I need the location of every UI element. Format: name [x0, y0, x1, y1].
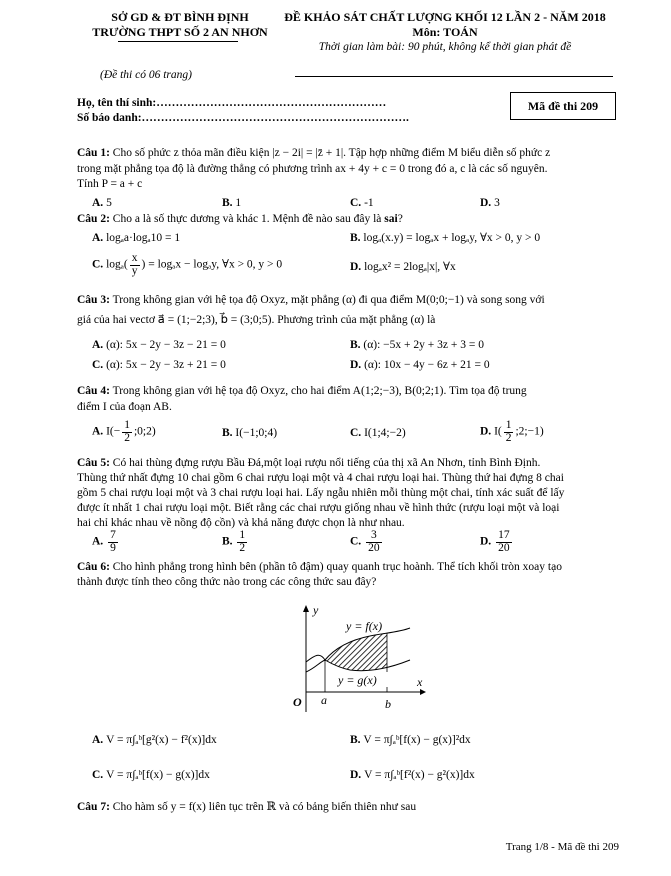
q6-text2: thành được tính theo công thức nào trong các công thức sau đây? [77, 576, 377, 588]
q4-label: Câu 4: [77, 385, 110, 397]
fig-b-label: b [385, 697, 391, 711]
page-count: (Đề thi có 06 trang) [100, 69, 192, 81]
header-underline-left [118, 41, 238, 42]
page-footer: Trang 1/8 - Mã đề thi 209 [505, 841, 619, 853]
header-left [70, 10, 290, 40]
q2-option-b: B. logₐ(x.y) = logₐx + logₐy, ∀x > 0, y > 0 [350, 232, 541, 244]
q5-option-b: B. $\frac{1}{2}$ [222, 529, 246, 554]
q2-text: Cho a là số thực dương và khác 1. Mệnh đề nào sau đây là [112, 213, 382, 225]
question-7 [77, 800, 617, 816]
q2-text-bold: sai [384, 213, 398, 225]
q7-text: Cho hàm số y = f(x) liên tục trên ℝ và có bảng biến thiên như sau [112, 801, 417, 813]
fig-g-label: y = g(x) [338, 673, 377, 687]
q5-text4: được ít nhất 1 chai rượu loại một. Biết rằng các chai rượu giống nhau về hình thức (rượu loại một và loại [77, 502, 560, 514]
q1-option-a: A. 5 [92, 197, 112, 209]
header-underline-right [295, 76, 613, 77]
header-right [280, 10, 610, 55]
q4-option-a: A. I(− $\frac{1}{2}$ ;0;2) [92, 419, 156, 444]
question-1 [77, 146, 617, 193]
q6-option-c: C. V = π∫ₐᵇ[f(x) − g(x)]dx [92, 769, 210, 781]
dept-name: SỞ GD & ĐT BÌNH ĐỊNH [111, 10, 249, 24]
q1-option-d: D. 3 [480, 197, 500, 209]
q4-text1: Trong không gian với hệ tọa độ Oxyz, cho hai điểm A(1;2;−3), B(0;2;1). Tìm tọa độ trung [112, 385, 527, 397]
q6-option-a: A. V = π∫ₐᵇ[g²(x) − f²(x)]dx [92, 734, 217, 746]
q5-text2: Thùng thứ nhất đựng 10 chai gồm 6 chai rượu loại một và 4 chai rượu loại hai. Thùng thứ hai đựng 8 chai [77, 472, 564, 484]
q6-option-b: B. V = π∫ₐᵇ[f(x) − g(x)]²dx [350, 734, 471, 746]
q2-option-c: C. logₐ( $\frac{x}{y}$ ) = logₐx − logₐy, ∀x > 0, y > 0 [92, 252, 283, 277]
q3-option-a: A. (α): 5x − 2y − 3z − 21 = 0 [92, 339, 226, 351]
student-id-line: Số báo danh:……………………………………………………………. [77, 112, 409, 124]
fig-y-label: y [313, 603, 319, 617]
question-5 [77, 456, 617, 531]
q6-text1: Cho hình phẳng trong hình bên (phần tô đậm) quay quanh trục hoành. Thể tích khối tròn xoay tạo [112, 561, 562, 573]
fig-origin-label: O [293, 695, 302, 709]
q1-text3: Tính P = a + c [77, 178, 143, 191]
school-name: TRƯỜNG THPT SỐ 2 AN NHƠN [92, 25, 268, 39]
q3-label: Câu 3: [77, 294, 110, 306]
student-name-line: Họ, tên thí sinh:…………………………………………………… [77, 97, 387, 109]
subject: Môn: TOÁN [412, 25, 478, 39]
q5-text3: gồm 5 chai rượu loại một và 3 chai rượu loại hai. Lấy ngẫu nhiên mỗi thùng một chai, tính xác suất để lấy [77, 487, 565, 499]
exam-code-box [510, 92, 616, 120]
exam-code: Mã đề thi 209 [527, 98, 599, 113]
q2-option-a: A. logₐa·logₐ10 = 1 [92, 232, 181, 244]
fig-f-label: y = f(x) [346, 619, 383, 633]
fig-a-label: a [321, 693, 327, 707]
q1-text1: Cho số phức z thỏa mãn điều kiện |z − 2i| = |z̄ + 1|. Tập hợp những điểm M biểu diễn số phức z [112, 147, 551, 159]
q4-text2: điểm I của đoạn AB. [77, 400, 172, 413]
q1-text2: trong mặt phẳng tọa độ là đường thẳng có phương trình ax + 4y + c = 0 trong đó a, c là các số nguyên. [77, 162, 548, 175]
q5-option-a: A. $\frac{7}{9}$ [92, 529, 116, 554]
exam-title: ĐỀ KHẢO SÁT CHẤT LƯỢNG KHỐI 12 LẦN 2 - NĂM 2018 [284, 10, 606, 24]
q4-option-b: B. I(−1;0;4) [222, 427, 278, 439]
q2-label: Câu 2: [77, 213, 110, 225]
q3-option-c: C. (α): 5x − 2y − 3z + 21 = 0 [92, 359, 226, 371]
question-3 [77, 293, 617, 328]
question-4 [77, 384, 617, 415]
q5-option-d: D. $\frac{17}{20}$ [480, 529, 510, 554]
q6-label: Câu 6: [77, 561, 110, 573]
q3-option-d: D. (α): 10x − 4y − 6z + 21 = 0 [350, 359, 490, 371]
question-2: Câu 2: Cho a là số thực dương và khác 1. Mệnh đề nào sau đây là sai? [77, 213, 403, 225]
q3-text2: giá của hai vectơ a⃗ = (1;−2;3), b⃗ = (3;0;5). Phương trình của mặt phẳng (α) là [77, 313, 436, 326]
question-6 [77, 560, 617, 590]
exam-time: Thời gian làm bài: 90 phút, không kể thời gian phát đề [318, 41, 572, 53]
q5-text1: Có hai thùng đựng rượu Bầu Đá,một loại rượu nổi tiếng của thị xã An Nhơn, tỉnh Bình Định. [112, 457, 541, 469]
q3-option-b: B. (α): −5x + 2y + 3z + 3 = 0 [350, 339, 484, 351]
q4-option-c: C. I(1;4;−2) [350, 427, 406, 439]
fig-x-label: x [417, 675, 423, 689]
q1-label: Câu 1: [77, 147, 110, 159]
q1-option-b: B. 1 [222, 197, 242, 209]
q3-text1: Trong không gian với hệ tọa độ Oxyz, mặt phẳng (α) đi qua điểm M(0;0;−1) và song song với [112, 294, 545, 306]
q7-label: Câu 7: [77, 801, 110, 813]
q6-option-d: D. V = π∫ₐᵇ[f²(x) − g²(x)]dx [350, 769, 475, 781]
q2-option-d: D. logₐx² = 2logₐ|x|, ∀x [350, 261, 456, 273]
q1-option-c: C. -1 [350, 197, 374, 209]
q4-option-d: D. I( $\frac{1}{2}$ ;2;−1) [480, 419, 544, 444]
q5-option-c: C. $\frac{3}{20}$ [350, 529, 380, 554]
q5-text5: hai chỉ khác nhau về nồng độ cồn) và khả năng được chọn là như nhau. [77, 517, 405, 529]
q6-figure [280, 600, 440, 715]
q5-label: Câu 5: [77, 457, 110, 469]
